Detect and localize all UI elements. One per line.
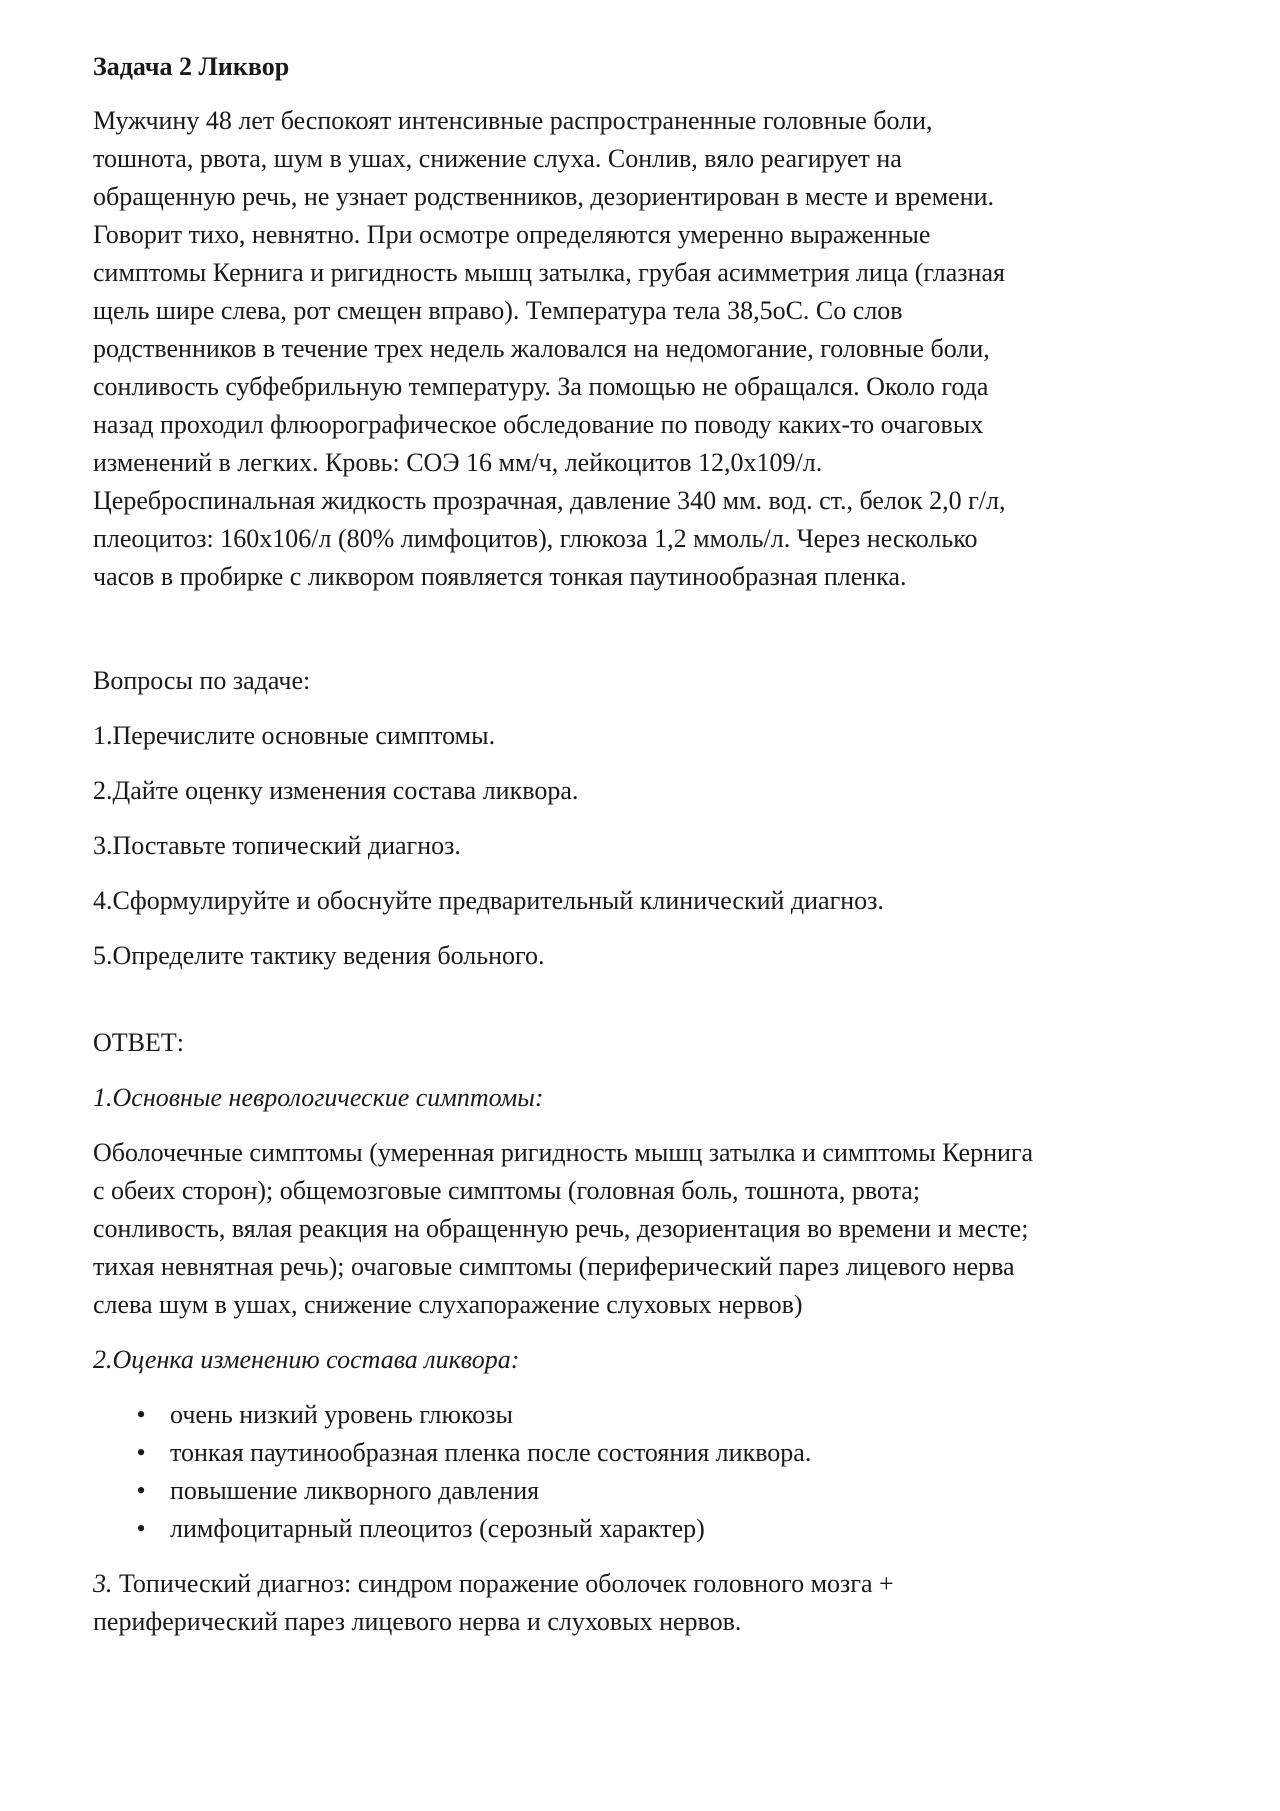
symptoms-line: слева шум в ушах, снижение слухапоражение слуховых нервов) — [93, 1290, 803, 1319]
case-line: обращенную речь, не узнает родственников, дезориентирован в месте и времени. — [93, 182, 995, 211]
case-line: плеоцитоз: 160х106/л (80% лимфоцитов), глюкоза 1,2 ммоль/л. Через несколько — [93, 524, 978, 553]
question-item: 5.Определите тактику ведения больного. — [93, 941, 545, 970]
questions-section — [93, 662, 1203, 975]
topical-diagnosis-line-2: периферический парез лицевого нерва и слуховых нервов. — [93, 1607, 742, 1636]
bullet-icon: • — [136, 1438, 146, 1467]
list-item-text: тонкая паутинообразная пленка после состояния ликвора. — [170, 1438, 812, 1467]
topical-diagnosis-paragraph — [93, 1565, 1203, 1641]
topical-diagnosis-text: Топический диагноз: синдром поражение оболочек головного мозга + — [112, 1569, 894, 1598]
symptoms-line: тихая невнятная речь); очаговые симптомы (периферический парез лицевого нерва — [93, 1252, 1015, 1281]
questions-heading: Вопросы по задаче: — [93, 666, 311, 695]
case-line: сонливость субфебрильную температуру. За помощью не обращался. Около года — [93, 372, 989, 401]
topical-diagnosis-line-1 — [93, 1565, 1203, 1603]
bullet-icon: • — [136, 1476, 146, 1505]
document-title: Задача 2 Ликвор — [93, 52, 290, 81]
symptoms-subheading: 1.Основные неврологические симптомы: — [93, 1083, 544, 1112]
question-item: 3.Поставьте топический диагноз. — [93, 831, 461, 860]
list-item — [93, 1472, 1203, 1510]
symptoms-line: с обеих сторон); общемозговые симптомы (головная боль, тошнота, рвота; — [93, 1176, 921, 1205]
case-line: родственников в течение трех недель жаловался на недомогание, головные боли, — [93, 334, 990, 363]
list-item — [93, 1510, 1203, 1548]
case-line: назад проходил флюорографическое обследование по поводу каких-то очаговых — [93, 410, 984, 439]
list-item-text: повышение ликворного давления — [170, 1476, 540, 1505]
bullet-icon: • — [136, 1400, 146, 1429]
case-line: тошнота, рвота, шум в ушах, снижение слуха. Сонлив, вяло реагирует на — [93, 144, 902, 173]
document-page — [93, 48, 1203, 1641]
case-line: Говорит тихо, невнятно. При осмотре определяются умеренно выраженные — [93, 220, 931, 249]
question-item: 4.Сформулируйте и обоснуйте предварительный клинический диагноз. — [93, 886, 884, 915]
csf-assessment-subheading: 2.Оценка изменению состава ликвора: — [93, 1345, 520, 1374]
case-description — [93, 102, 1203, 596]
csf-findings-list — [93, 1396, 1203, 1548]
case-line: симптомы Кернига и ригидность мышц затылка, грубая асимметрия лица (глазная — [93, 258, 1005, 287]
case-line: изменений в легких. Кровь: СОЭ 16 мм/ч, лейкоцитов 12,0х109/л. — [93, 448, 823, 477]
case-line: часов в пробирке с ликвором появляется тонкая паутинообразная пленка. — [93, 562, 907, 591]
answer-section — [93, 1024, 1203, 1641]
case-line: Мужчину 48 лет беспокоят интенсивные распространенные головные боли, — [93, 106, 933, 135]
case-line: Цереброспинальная жидкость прозрачная, давление 340 мм. вод. ст., белок 2,0 г/л, — [93, 486, 1006, 515]
section-number: 3. — [93, 1569, 113, 1598]
symptoms-line: Оболочечные симптомы (умеренная ригидность мышц затылка и симптомы Кернига — [93, 1138, 1034, 1167]
list-item — [93, 1396, 1203, 1434]
symptoms-paragraph — [93, 1134, 1203, 1324]
list-item — [93, 1434, 1203, 1472]
symptoms-line: сонливость, вялая реакция на обращенную речь, дезориентация во времени и месте; — [93, 1214, 1029, 1243]
question-item: 2.Дайте оценку изменения состава ликвора. — [93, 776, 579, 805]
bullet-icon: • — [136, 1514, 146, 1543]
case-line: щель шире слева, рот смещен вправо). Температура тела 38,5оС. Со слов — [93, 296, 903, 325]
list-item-text: очень низкий уровень глюкозы — [170, 1400, 514, 1429]
question-item: 1.Перечислите основные симптомы. — [93, 721, 496, 750]
answer-heading: ОТВЕТ: — [93, 1028, 184, 1057]
list-item-text: лимфоцитарный плеоцитоз (серозный характер) — [170, 1514, 705, 1543]
